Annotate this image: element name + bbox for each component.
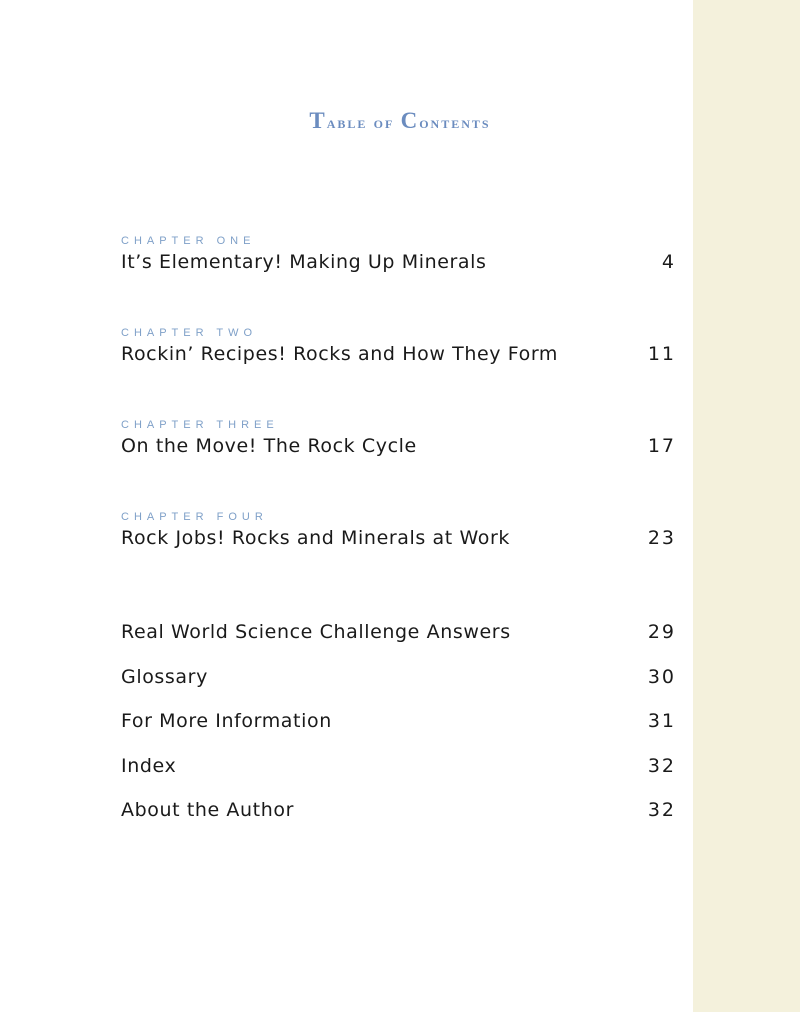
- toc-chapter-four[interactable]: [121, 509, 676, 551]
- page-number[interactable]: 29: [647, 621, 676, 643]
- page-title: [0, 108, 800, 134]
- toc-chapter-two[interactable]: [121, 325, 676, 367]
- toc-entry[interactable]: [121, 341, 676, 367]
- toc-entry[interactable]: [121, 664, 676, 690]
- chapter-label: CHAPTER ONE: [121, 235, 256, 247]
- toc-entry-challenge-answers[interactable]: [121, 619, 676, 645]
- page-number[interactable]: 23: [647, 527, 676, 549]
- page-number[interactable]: 31: [647, 710, 676, 732]
- title-part-one: able of: [326, 113, 401, 132]
- toc-entry-more-information[interactable]: [121, 708, 676, 734]
- entry-title[interactable]: Real World Science Challenge Answers: [121, 621, 511, 643]
- entry-title[interactable]: Rock Jobs! Rocks and Minerals at Work: [121, 527, 510, 549]
- title-initial-t: T: [309, 108, 327, 133]
- entry-title[interactable]: Index: [121, 755, 177, 777]
- toc-entry[interactable]: [121, 525, 676, 551]
- toc-entry[interactable]: [121, 708, 676, 734]
- entry-title[interactable]: Rockin’ Recipes! Rocks and How They Form: [121, 343, 559, 365]
- toc-entry[interactable]: [121, 797, 676, 823]
- entry-title[interactable]: It’s Elementary! Making Up Minerals: [121, 251, 487, 273]
- page-number[interactable]: 30: [647, 666, 676, 688]
- entry-title[interactable]: For More Information: [121, 710, 332, 732]
- toc-entry-glossary[interactable]: [121, 664, 676, 690]
- toc-entry-about-author[interactable]: [121, 797, 676, 823]
- page-number[interactable]: 17: [647, 435, 676, 457]
- toc-entry[interactable]: [121, 433, 676, 459]
- side-color-band: [693, 0, 800, 1012]
- chapter-label: CHAPTER THREE: [121, 419, 279, 431]
- chapter-label: CHAPTER FOUR: [121, 511, 268, 523]
- toc-entry-index[interactable]: [121, 753, 676, 779]
- page-number[interactable]: 11: [647, 343, 676, 365]
- toc-chapter-three[interactable]: [121, 417, 676, 459]
- page-number[interactable]: 32: [647, 755, 676, 777]
- toc-chapter-one[interactable]: [121, 233, 676, 275]
- chapter-label: CHAPTER TWO: [121, 327, 258, 339]
- page-number[interactable]: 32: [647, 799, 676, 821]
- title-initial-c: C: [400, 108, 420, 133]
- page-number[interactable]: 4: [661, 251, 676, 273]
- entry-title[interactable]: Glossary: [121, 666, 208, 688]
- entry-title[interactable]: About the Author: [121, 799, 295, 821]
- entry-title[interactable]: On the Move! The Rock Cycle: [121, 435, 417, 457]
- toc-entry[interactable]: [121, 753, 676, 779]
- toc-entry[interactable]: [121, 249, 676, 275]
- title-part-two: ontents: [419, 113, 491, 132]
- toc-entry[interactable]: [121, 619, 676, 645]
